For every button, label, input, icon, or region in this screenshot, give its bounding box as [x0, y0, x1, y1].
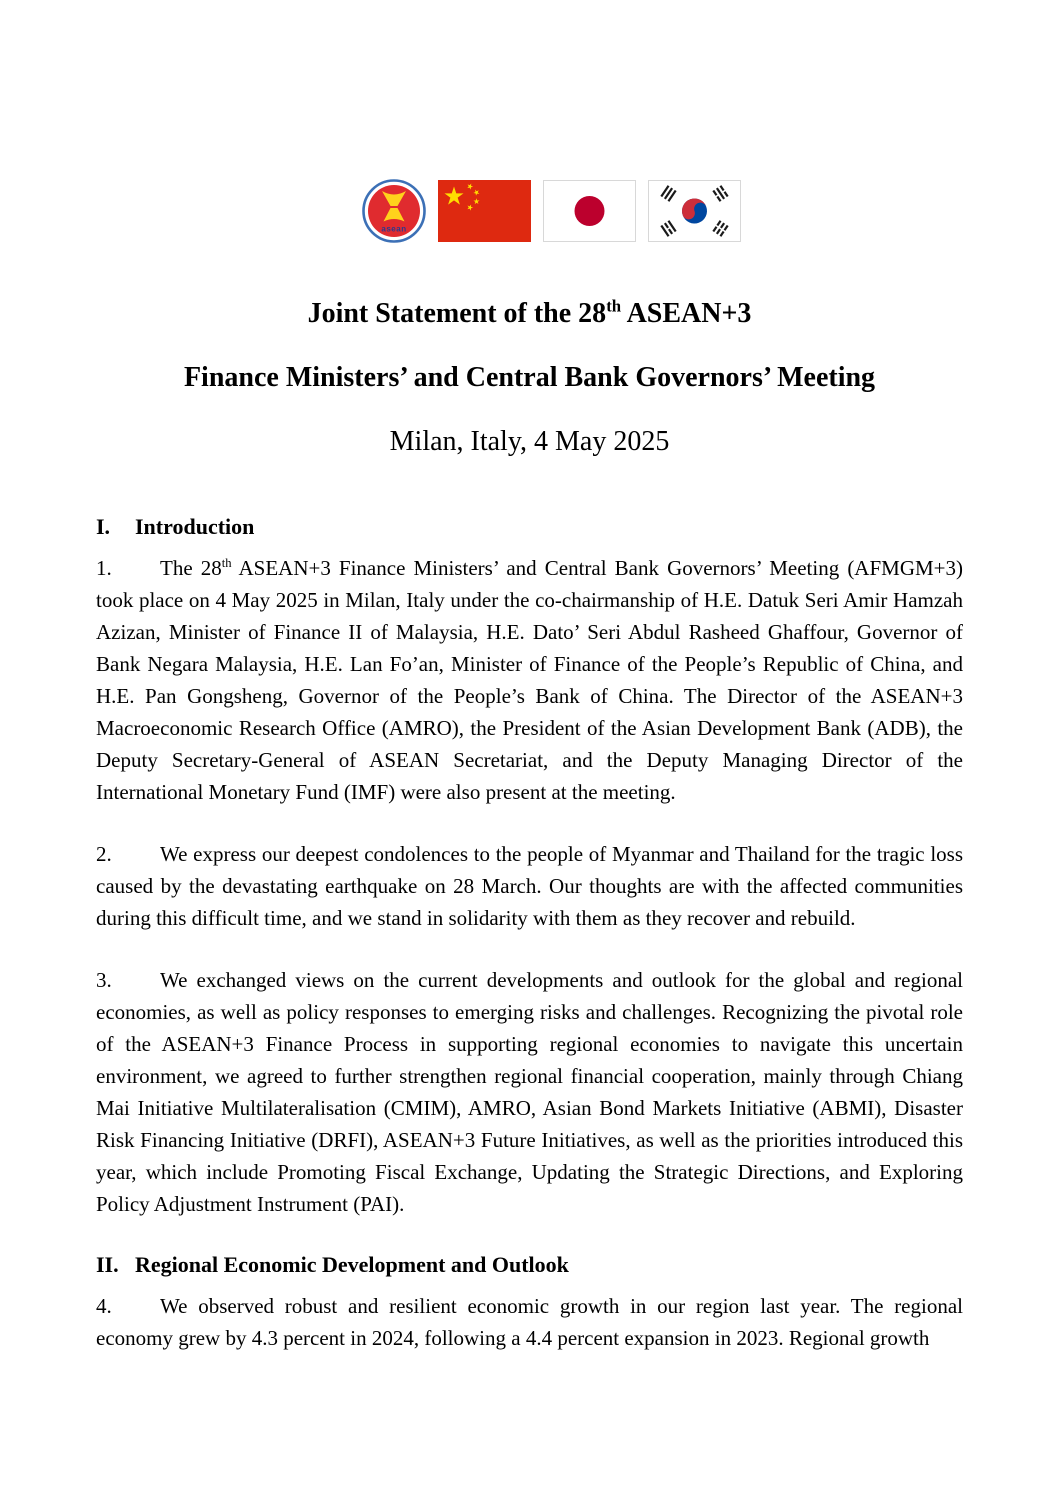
title-line1-ordinal-sup: th — [606, 296, 622, 316]
section-heading-text: Introduction — [135, 514, 255, 539]
south-korea-flag-icon — [648, 180, 741, 242]
paragraph-3 — [96, 964, 963, 1220]
document-title-line1 — [96, 294, 963, 334]
paragraph-1 — [96, 552, 963, 808]
paragraph-number: 4. — [96, 1294, 112, 1318]
paragraph-text: We exchanged views on the current developments and outlook for the global and regional economies, as well as policy responses to emerging risks and challenges. Recognizing the pivotal role of the ASEAN+3 Finance Process in supporting regional economies to navigate this uncertain environment, we agreed to further strengthen regional financial cooperation, mainly through Chiang Mai Initiative Multilateralisation (CMIM), AMRO, Asian Bond Markets Initiative (ABMI), Disaster Risk Financing Initiative (DRFI), ASEAN+3 Future Initiatives, as well as the priorities introduced this year, which include Promoting Fiscal Exchange, Updating the Strategic Directions, and Exploring Policy Adjustment Instrument (PAI). — [96, 968, 963, 1216]
section-heading-introduction — [96, 512, 963, 542]
japan-flag-icon — [543, 180, 636, 242]
section-number: I. — [96, 514, 111, 539]
title-line1-suffix: ASEAN+3 — [621, 298, 752, 329]
paragraph-2 — [96, 838, 963, 934]
title-line1-prefix: Joint Statement of the 28 — [307, 298, 607, 329]
paragraph-text: We express our deepest condolences to the people of Myanmar and Thailand for the tragic loss caused by the devastating earthquake on 28 March. Our thoughts are with the affected communities during this difficult time, and we stand in solidarity with them as they recover and rebuild. — [96, 842, 963, 930]
document-title-line2: Finance Ministers’ and Central Bank Governors’ Meeting — [183, 362, 876, 393]
paragraph-text: The 28 — [160, 556, 222, 580]
paragraph-4 — [96, 1290, 963, 1354]
paragraph-text: We observed robust and resilient economic growth in our region last year. The regional economy grew by 4.3 percent in 2024, following a 4.4 percent expansion in 2023. Regional growth — [96, 1294, 963, 1350]
asean-emblem-label: asean — [381, 224, 407, 234]
paragraph-number: 3. — [96, 968, 112, 992]
paragraph-number: 1. — [96, 556, 112, 580]
section-heading-regional-outlook — [96, 1250, 963, 1280]
asean-emblem-icon — [362, 179, 426, 243]
section-number: II. — [96, 1252, 119, 1277]
china-flag-icon — [438, 180, 531, 242]
paragraph-number: 2. — [96, 842, 112, 866]
paragraph-ordinal-sup: th — [221, 556, 232, 570]
document-subtitle: Milan, Italy, 4 May 2025 — [389, 426, 670, 457]
flags-row — [118, 180, 985, 242]
section-heading-text: Regional Economic Development and Outlook — [135, 1252, 569, 1277]
paragraph-text: ASEAN+3 Finance Ministers’ and Central Bank Governors’ Meeting (AFMGM+3) took place on 4 May 2025 in Milan, Italy under the co-chairmanship of H.E. Datuk Seri Amir Hamzah Azizan, Minister of Finance II of Malaysia, H.E. Dato’ Seri Abdul Rasheed Ghaffour, Governor of Bank Negara Malaysia, H.E. Lan Fo’an, Minister of Finance of the People’s Republic of China, and H.E. Pan Gongsheng, Governor of the People’s Bank of China. The Director of the ASEAN+3 Macroeconomic Research Office (AMRO), the President of the Asian Development Bank (ADB), the Deputy Secretary-General of ASEAN Secretariat, and the Deputy Managing Director of the International Monetary Fund (IMF) were also present at the meeting. — [96, 556, 964, 804]
